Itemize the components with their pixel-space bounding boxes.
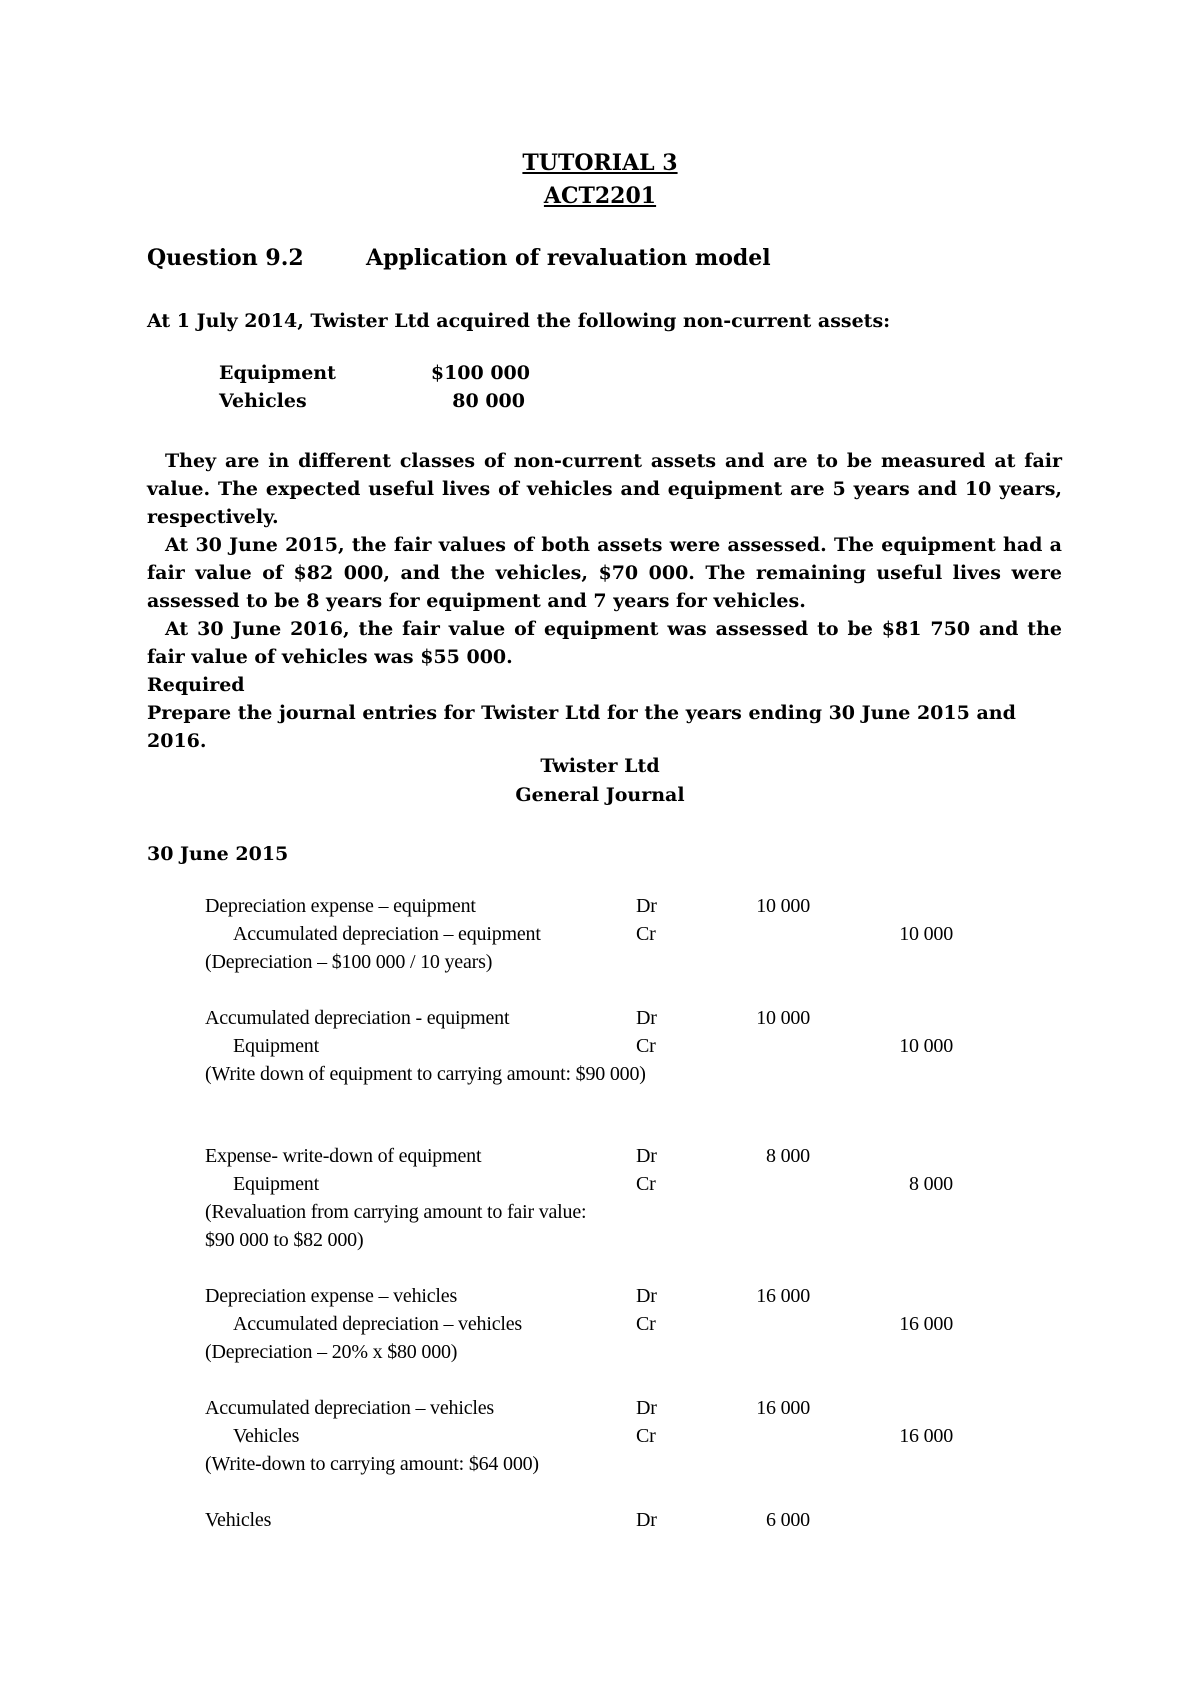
account-name: Expense- write-down of equipment bbox=[205, 1145, 482, 1167]
narration: (Depreciation – $100 000 / 10 years) bbox=[205, 951, 493, 973]
drcr-indicator: Cr bbox=[636, 1173, 656, 1195]
narration: $90 000 to $82 000) bbox=[205, 1229, 364, 1251]
account-name: Vehicles bbox=[205, 1509, 272, 1531]
narration: (Revaluation from carrying amount to fair value: bbox=[205, 1201, 587, 1223]
asset-value-vehicles: 80 000 bbox=[452, 390, 525, 412]
company-name: Twister Ltd bbox=[540, 755, 660, 777]
account-name: Depreciation expense – equipment bbox=[205, 895, 476, 917]
course-code: ACT2201 bbox=[543, 183, 657, 209]
narration: (Depreciation – 20% x $80 000) bbox=[205, 1341, 458, 1363]
paragraph-2: At 30 June 2015, the fair values of both assets were assessed. The equipment had a fair value of $82 000, and the vehicles, $70 000. The remaining useful lives were assessed to be 8 years for equipment and 7 years for vehicles. bbox=[147, 534, 1062, 612]
drcr-indicator: Cr bbox=[636, 923, 656, 945]
credit-amount: 10 000 bbox=[899, 1035, 953, 1057]
debit-amount: 8 000 bbox=[765, 1145, 810, 1167]
required-text: Prepare the journal entries for Twister Ltd for the years ending 30 June 2015 and 2016. bbox=[147, 702, 1016, 752]
credit-amount: 16 000 bbox=[899, 1425, 953, 1447]
account-name: Depreciation expense – vehicles bbox=[205, 1285, 458, 1307]
question-title: Application of revaluation model bbox=[366, 245, 771, 271]
drcr-indicator: Cr bbox=[636, 1313, 656, 1335]
paragraph-3: At 30 June 2016, the fair value of equipment was assessed to be $81 750 and the fair value of vehicles was $55 000. bbox=[147, 618, 1062, 668]
drcr-indicator: Dr bbox=[636, 1397, 657, 1419]
debit-amount: 10 000 bbox=[756, 1007, 810, 1029]
asset-value-equipment: $100 000 bbox=[430, 362, 530, 384]
account-name: Accumulated depreciation – vehicles bbox=[233, 1313, 522, 1335]
intro-text: At 1 July 2014, Twister Ltd acquired the following non-current assets: bbox=[147, 310, 891, 332]
credit-amount: 16 000 bbox=[899, 1313, 953, 1335]
account-name: Equipment bbox=[233, 1035, 319, 1057]
debit-amount: 16 000 bbox=[756, 1285, 810, 1307]
drcr-indicator: Cr bbox=[636, 1035, 656, 1057]
credit-amount: 8 000 bbox=[908, 1173, 953, 1195]
drcr-indicator: Dr bbox=[636, 1007, 657, 1029]
drcr-indicator: Dr bbox=[636, 1145, 657, 1167]
asset-name-equipment: Equipment bbox=[219, 362, 336, 384]
asset-name-vehicles: Vehicles bbox=[219, 390, 307, 412]
journal-title: General Journal bbox=[515, 784, 685, 806]
account-name: Equipment bbox=[233, 1173, 319, 1195]
account-name: Accumulated depreciation – vehicles bbox=[205, 1397, 494, 1419]
narration: (Write-down to carrying amount: $64 000) bbox=[205, 1453, 539, 1475]
debit-amount: 6 000 bbox=[765, 1509, 810, 1531]
drcr-indicator: Dr bbox=[636, 895, 657, 917]
drcr-indicator: Cr bbox=[636, 1425, 656, 1447]
credit-amount: 10 000 bbox=[899, 923, 953, 945]
debit-amount: 10 000 bbox=[756, 895, 810, 917]
account-name: Vehicles bbox=[233, 1425, 300, 1447]
debit-amount: 16 000 bbox=[756, 1397, 810, 1419]
tutorial-title: TUTORIAL 3 bbox=[522, 150, 678, 176]
date-2015: 30 June 2015 bbox=[147, 843, 289, 865]
narration: (Write down of equipment to carrying amount: $90 000) bbox=[205, 1063, 646, 1085]
question-number: Question 9.2 bbox=[147, 245, 304, 271]
paragraph-1: They are in different classes of non-current assets and are to be measured at fair value. The expected useful lives of vehicles and equipment are 5 years and 10 years, respectively. bbox=[147, 450, 1062, 528]
drcr-indicator: Dr bbox=[636, 1285, 657, 1307]
account-name: Accumulated depreciation - equipment bbox=[205, 1007, 510, 1029]
account-name: Accumulated depreciation – equipment bbox=[233, 923, 541, 945]
required-label: Required bbox=[147, 674, 245, 696]
drcr-indicator: Dr bbox=[636, 1509, 657, 1531]
